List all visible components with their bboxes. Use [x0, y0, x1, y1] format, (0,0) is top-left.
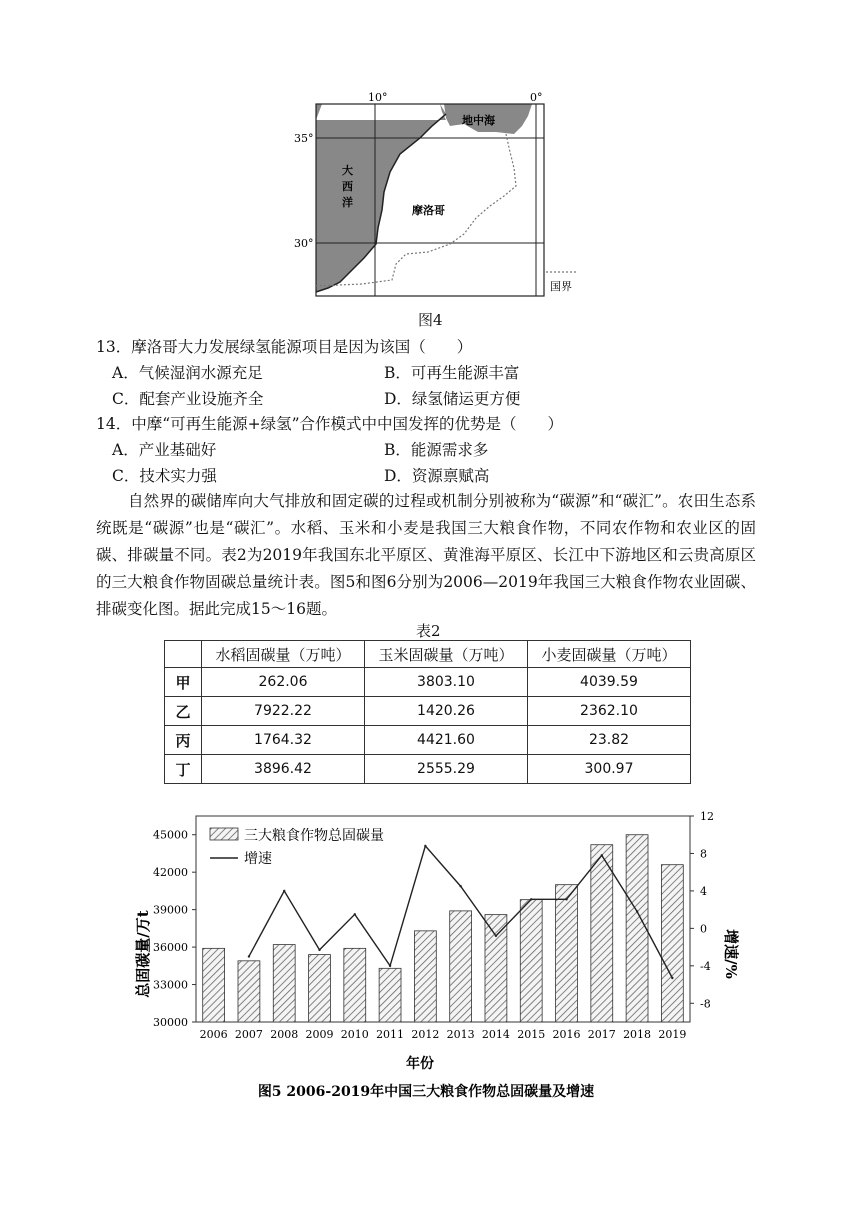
x-tick-label: 2013 — [446, 1028, 475, 1041]
table-caption: 表2 — [416, 622, 441, 640]
wheat-value: 2362.10 — [528, 697, 691, 726]
wheat-value: 23.82 — [528, 726, 691, 755]
y-tick-label: 42000 — [153, 866, 188, 880]
bar-2009 — [309, 955, 331, 1022]
growth-rate-point — [601, 854, 603, 856]
y-tick-label: 45000 — [153, 828, 188, 842]
table-row — [165, 697, 691, 726]
y2-tick-label: 8 — [700, 847, 707, 861]
bar-2010 — [344, 948, 366, 1022]
bar-2018 — [626, 835, 648, 1022]
row-label: 丙 — [165, 726, 202, 755]
x-tick-label: 2015 — [517, 1028, 546, 1041]
x-tick-label: 2006 — [199, 1028, 228, 1041]
legend-bar-swatch — [210, 828, 238, 840]
border-legend — [544, 262, 594, 292]
figure-4-caption: 图4 — [418, 311, 443, 329]
wheat-value: 300.97 — [528, 755, 691, 784]
table-header-wheat: 小麦固碳量（万吨） — [528, 641, 691, 668]
table-row — [165, 668, 691, 697]
chart-caption: 图5 2006-2019年中国三大粮食作物总固碳量及增速 — [257, 1084, 595, 1100]
corn-value: 1420.26 — [365, 697, 528, 726]
bar-2013 — [450, 911, 472, 1022]
sea-label: 地中海 — [462, 114, 495, 127]
growth-rate-point — [530, 898, 532, 900]
bar-2008 — [273, 945, 295, 1022]
growth-rate-point — [459, 885, 461, 887]
ocean-label-2: 西 — [342, 180, 353, 193]
growth-rate-point — [636, 910, 638, 912]
growth-rate-point — [671, 977, 673, 979]
carbon-fixation-chart — [120, 806, 742, 1106]
passage-text: 自然界的碳储库向大气排放和固定碳的过程或机制分别被称为“碳源”和“碳汇”。农田生态系统既是“碳源”也是“碳汇”。水稻、玉米和小麦是我国三大粮食作物，不同农作物和农业区的固碳、排碳量不同。表2为2019年我国东北平原区、黄淮海平原区、长江中下游地区和云贵高原区的三大粮食作物固碳总量统计表。图5和图6分别为2006—2019年我国三大粮食作物农业固碳、排碳变化图。据此完成15～16题。 — [96, 492, 756, 618]
passage — [96, 488, 756, 623]
bar-2006 — [203, 948, 225, 1022]
x-tick-label: 2008 — [270, 1028, 299, 1041]
question-13-option-d[interactable]: D．绿氢储运更方便 — [384, 390, 521, 408]
bar-2007 — [238, 961, 260, 1022]
legend-bar-label: 三大粮食作物总固碳量 — [244, 828, 384, 844]
table-row — [165, 755, 691, 784]
ocean-label-3: 洋 — [342, 196, 353, 209]
growth-rate-point — [565, 898, 567, 900]
bar-2014 — [485, 915, 507, 1022]
row-label: 乙 — [165, 697, 202, 726]
lat-label-35: 35° — [294, 132, 314, 145]
lat-label-30: 30° — [294, 237, 314, 250]
lon-label-0: 0° — [530, 91, 543, 104]
x-tick-label: 2018 — [623, 1028, 652, 1041]
growth-rate-point — [354, 913, 356, 915]
y2-tick-label: -8 — [700, 997, 711, 1011]
x-tick-label: 2012 — [411, 1028, 440, 1041]
bar-2015 — [520, 900, 542, 1022]
y2-axis-title: 增速/% — [722, 929, 740, 979]
wheat-value: 4039.59 — [528, 668, 691, 697]
x-tick-label: 2007 — [234, 1028, 263, 1041]
y-tick-label: 39000 — [153, 903, 188, 917]
growth-rate-point — [495, 935, 497, 937]
corn-value: 4421.60 — [365, 726, 528, 755]
question-14-option-c[interactable]: C．技术实力强 — [112, 467, 217, 485]
corn-value: 3803.10 — [365, 668, 528, 697]
bar-2019 — [661, 865, 683, 1022]
x-tick-label: 2011 — [376, 1028, 405, 1041]
x-axis-title: 年份 — [406, 1056, 434, 1072]
country-label: 摩洛哥 — [412, 204, 445, 217]
table-header-rice: 水稻固碳量（万吨） — [202, 641, 365, 668]
table-header-corn: 玉米固碳量（万吨） — [365, 641, 528, 668]
x-tick-label: 2017 — [587, 1028, 616, 1041]
rice-value: 3896.42 — [202, 755, 365, 784]
corn-value: 2555.29 — [365, 755, 528, 784]
plot-frame — [196, 816, 690, 1022]
x-tick-label: 2010 — [340, 1028, 369, 1041]
table-header-row — [165, 641, 691, 668]
growth-rate-point — [424, 845, 426, 847]
x-tick-label: 2009 — [305, 1028, 334, 1041]
bar-2011 — [379, 968, 401, 1022]
y2-tick-label: -4 — [700, 959, 711, 973]
y-tick-label: 30000 — [153, 1016, 188, 1029]
question-13-option-c[interactable]: C．配套产业设施齐全 — [112, 390, 264, 408]
legend-line-label: 增速 — [244, 851, 272, 867]
lon-label-10: 10° — [368, 91, 388, 104]
x-tick-label: 2016 — [552, 1028, 581, 1041]
growth-rate-point — [318, 949, 320, 951]
growth-rate-point — [283, 890, 285, 892]
question-14-option-d[interactable]: D．资源禀赋高 — [384, 467, 490, 485]
y2-tick-label: 4 — [700, 884, 707, 898]
question-14-option-a[interactable]: A．产业基础好 — [112, 441, 217, 459]
row-label: 甲 — [165, 668, 202, 697]
question-13-option-b[interactable]: B．可再生能源丰富 — [384, 364, 520, 382]
table-header-corner — [165, 641, 202, 668]
growth-rate-point — [389, 965, 391, 967]
rice-value: 7922.22 — [202, 697, 365, 726]
y-axis-title: 总固碳量/万t — [134, 910, 152, 998]
ocean-label-1: 大 — [342, 164, 353, 177]
y-tick-label: 33000 — [153, 978, 188, 992]
carbon-table — [164, 640, 691, 784]
question-13-stem: 13．摩洛哥大力发展绿氢能源项目是因为该国（ ） — [96, 338, 473, 356]
x-tick-label: 2019 — [658, 1028, 687, 1041]
y2-tick-label: 0 — [700, 922, 707, 936]
bar-2017 — [591, 845, 613, 1022]
question-14-option-b[interactable]: B．能源需求多 — [384, 441, 489, 459]
border-legend-label: 国界 — [550, 280, 572, 293]
rice-value: 262.06 — [202, 668, 365, 697]
row-label: 丁 — [165, 755, 202, 784]
bar-2016 — [556, 885, 578, 1022]
question-14-stem: 14．中摩“可再生能源+绿氢”合作模式中中国发挥的优势是（ ） — [96, 415, 564, 433]
rice-value: 1764.32 — [202, 726, 365, 755]
table-row — [165, 726, 691, 755]
x-tick-label: 2014 — [481, 1028, 510, 1041]
bar-2012 — [414, 931, 436, 1022]
growth-rate-point — [248, 955, 250, 957]
y-tick-label: 36000 — [153, 941, 188, 955]
question-13-option-a[interactable]: A．气候湿润水源充足 — [112, 364, 263, 382]
y2-tick-label: 12 — [700, 810, 714, 823]
